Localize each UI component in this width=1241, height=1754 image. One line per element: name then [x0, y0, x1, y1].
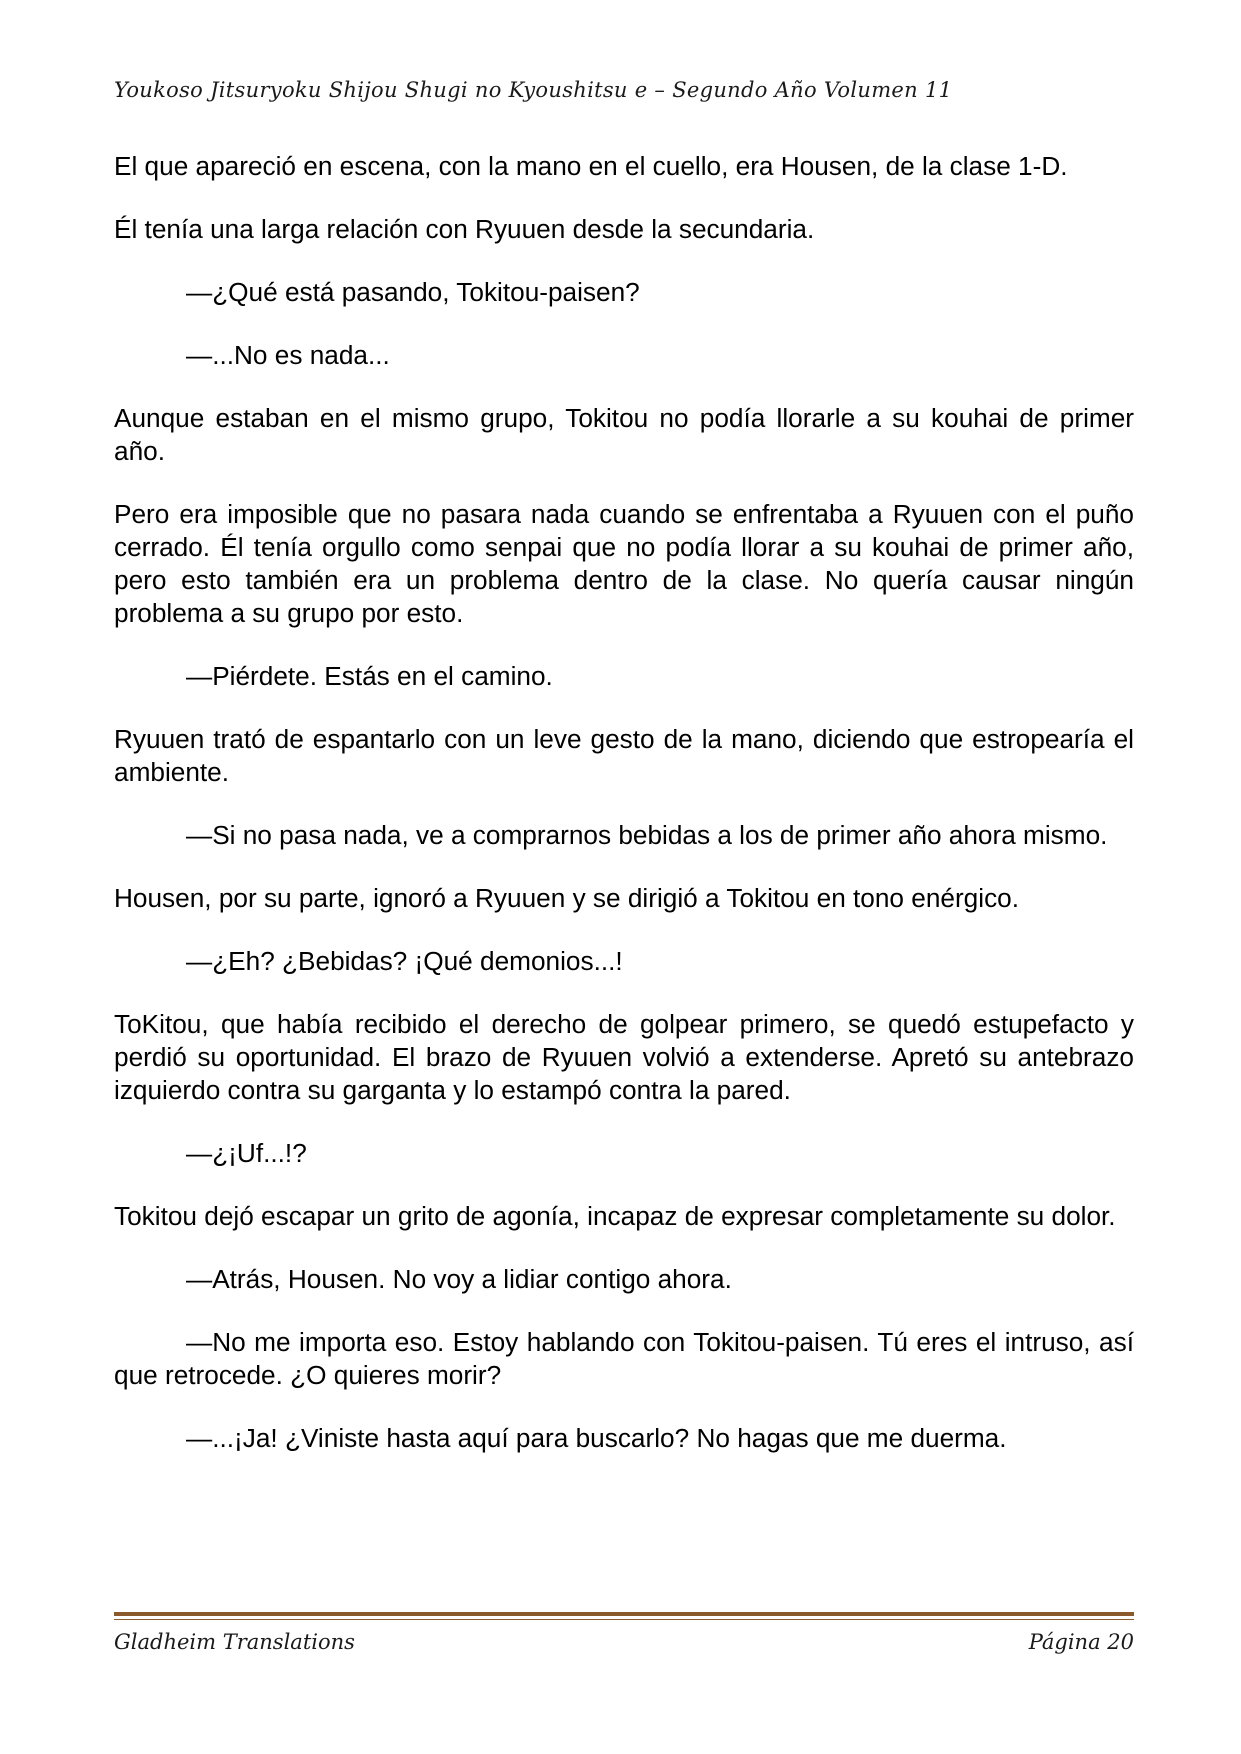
paragraph: Ryuuen trató de espantarlo con un leve gesto de la mano, diciendo que estropearía el ambiente.: [114, 724, 1134, 787]
page-body: [114, 150, 1134, 1485]
paragraph: El que apareció en escena, con la mano en el cuello, era Housen, de la clase 1-D.: [114, 151, 1068, 181]
dialogue-line: —¿¡Uf...!?: [186, 1138, 307, 1168]
footer-divider-thin: [114, 1619, 1134, 1620]
dialogue-line: —...No es nada...: [186, 340, 390, 370]
footer-divider: [114, 1612, 1134, 1616]
dialogue-line: —No me importa eso. Estoy hablando con Tokitou-paisen. Tú eres el intruso, así que retrocede. ¿O quieres morir?: [114, 1327, 1134, 1390]
paragraph: Aunque estaban en el mismo grupo, Tokitou no podía llorarle a su kouhai de primer año.: [114, 403, 1134, 466]
paragraph: Housen, por su parte, ignoró a Ryuuen y se dirigió a Tokitou en tono enérgico.: [114, 883, 1020, 913]
dialogue-line: —...¡Ja! ¿Viniste hasta aquí para buscarlo? No hagas que me duerma.: [186, 1423, 1007, 1453]
page-number: Página 20: [1028, 1630, 1134, 1654]
footer-translator: Gladheim Translations: [114, 1630, 355, 1654]
dialogue-line: —¿Qué está pasando, Tokitou-paisen?: [186, 277, 640, 307]
dialogue-line: —Piérdete. Estás en el camino.: [186, 661, 553, 691]
paragraph: Tokitou dejó escapar un grito de agonía, incapaz de expresar completamente su dolor.: [114, 1201, 1116, 1231]
dialogue-line: —Atrás, Housen. No voy a lidiar contigo ahora.: [186, 1264, 732, 1294]
page-header: Youkoso Jitsuryoku Shijou Shugi no Kyoushitsu e – Segundo Año Volumen 11: [114, 78, 953, 102]
dialogue-line: —Si no pasa nada, ve a comprarnos bebidas a los de primer año ahora mismo.: [186, 820, 1108, 850]
paragraph: Él tenía una larga relación con Ryuuen desde la secundaria.: [114, 214, 815, 244]
dialogue-line: —¿Eh? ¿Bebidas? ¡Qué demonios...!: [186, 946, 623, 976]
paragraph: Pero era imposible que no pasara nada cuando se enfrentaba a Ryuuen con el puño cerrado. Él tenía orgullo como senpai que no podía llorar a su kouhai de primer año, pero esto también era un problema dentro de la clase. No quería causar ningún problema a su grupo por esto.: [114, 499, 1134, 628]
paragraph: ToKitou, que había recibido el derecho de golpear primero, se quedó estupefacto y perdió su oportunidad. El brazo de Ryuuen volvió a extenderse. Apretó su antebrazo izquierdo contra su garganta y lo estampó contra la pared.: [114, 1009, 1134, 1105]
